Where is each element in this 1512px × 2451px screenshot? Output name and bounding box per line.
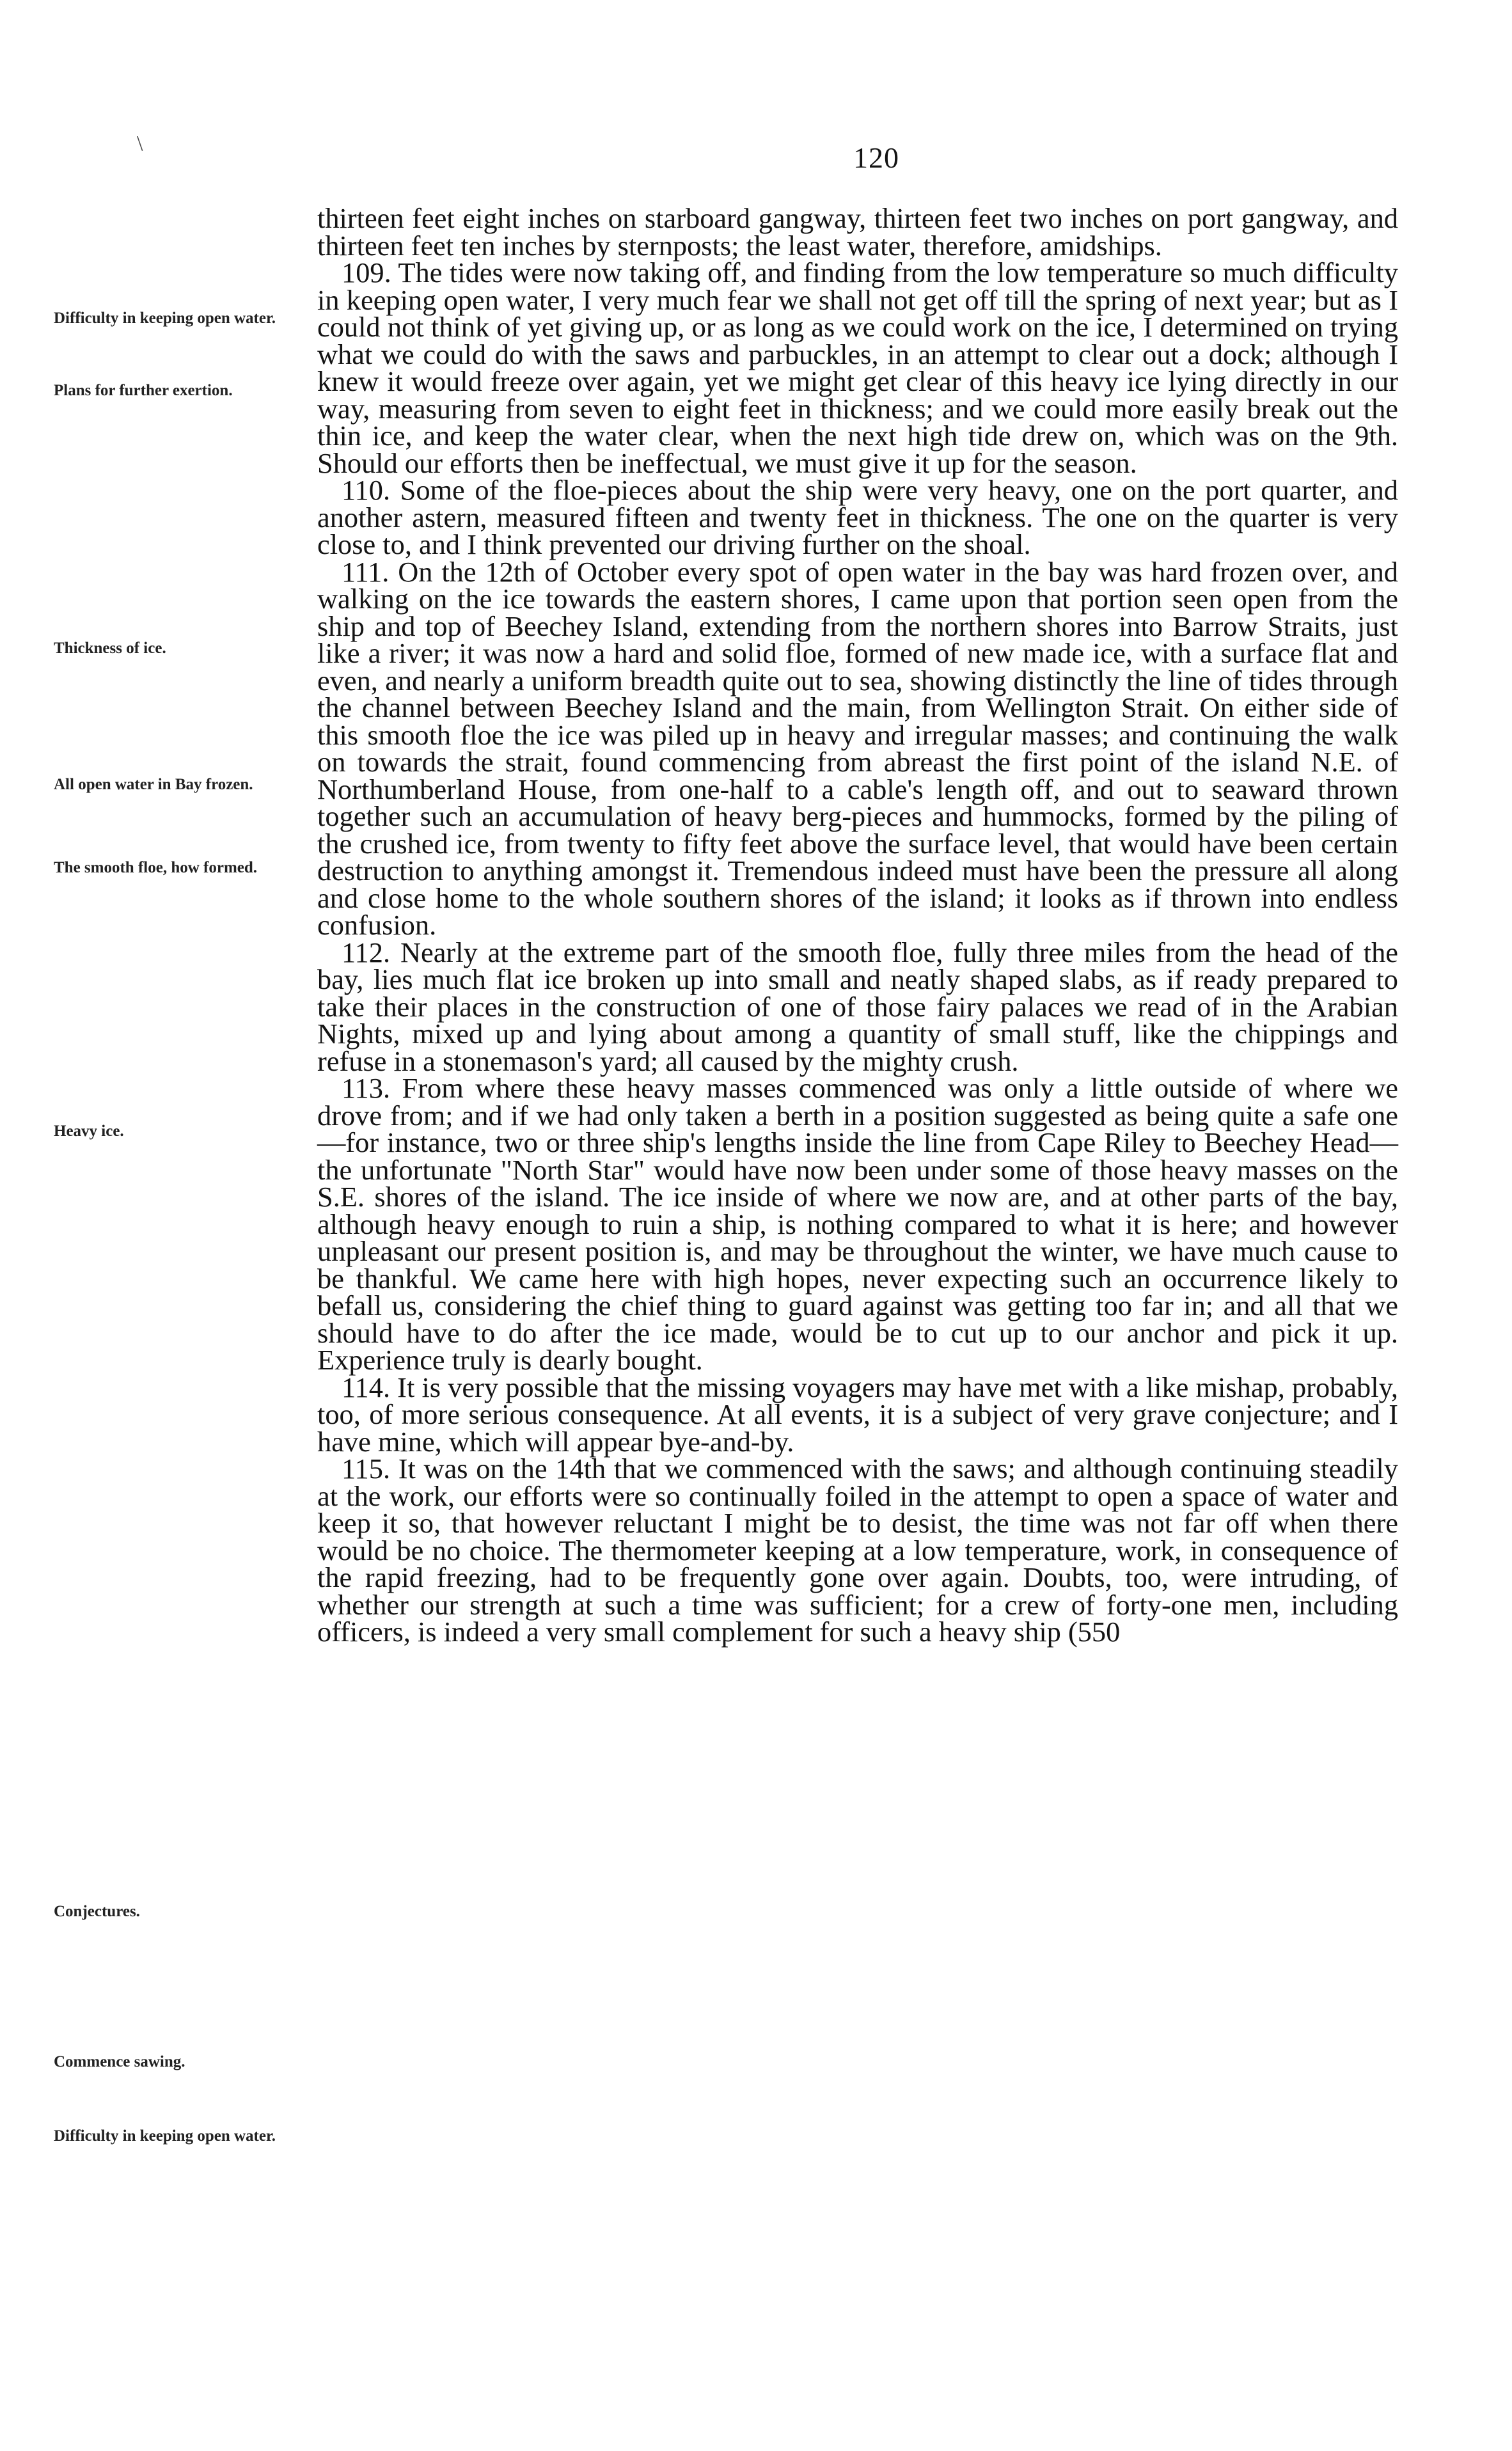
- paragraph-112: 112. Nearly at the extreme part of the smooth floe, fully three miles from the head of the bay, lies much flat ice broken up into small and neatly shaped slabs, as if ready prepared to take their places in the construction of one of those fairy palaces we read of in the Arabian Nights, mixed up and lying about among a quantity of small stuff, like the chippings and refuse in a stonemason's yard; all caused by the mighty crush.: [317, 936, 1398, 1077]
- sidenote-heavy-ice: Heavy ice.: [54, 1123, 124, 1140]
- body-text: [317, 202, 1398, 1648]
- sidenote-smooth-floe: The smooth floe, how formed.: [54, 859, 258, 876]
- stray-ink-mark: \: [137, 132, 143, 155]
- sidenote-plans-exertion: Plans for further exertion.: [54, 382, 233, 399]
- paragraph-109: 109. The tides were now taking off, and finding from the low temperature so much difficulty in keeping open water, I very much fear we shall not get off till the spring of next year; but as I could not think of yet giving up, or as long as we could work on the ice, I determined on trying what we could do with the saws and parbuckles, in an attempt to clear out a dock; although I knew it would freeze over again, yet we might get clear of this heavy ice lying directly in our way, measuring from seven to eight feet in thickness; and we could more easily break out the thin ice, and keep the water clear, when the next high tide drew on, which was on the 9th. Should our efforts then be ineffectual, we must give it up for the season.: [317, 256, 1398, 479]
- sidenote-thickness-of-ice: Thickness of ice.: [54, 640, 166, 657]
- paragraph-115: 115. It was on the 14th that we commenced with the saws; and although continuing steadily at the work, our efforts were so continually foiled in the attempt to open a space of water and keep it so, that however reluctant I might be to desist, the time was not far off when there would be no choice. The thermometer keeping at a low temperature, work, in consequence of the rapid freezing, had to be frequently gone over again. Doubts, too, were intruding, of whether our strength at such a time was sufficient; for a crew of forty-one men, including officers, is indeed a very small complement for such a heavy ship (550: [317, 1453, 1398, 1648]
- sidenote-difficulty-open-water-2: Difficulty in keeping open water.: [54, 2127, 276, 2145]
- page-number: 120: [853, 141, 899, 174]
- paragraph-111: 111. On the 12th of October every spot of open water in the bay was hard frozen over, and walking on the ice towards the eastern shores, I came upon that portion seen open from the ship and top of Beechey Island, extending from the northern shores into Barrow Straits, just like a river; it was now a hard and solid floe, formed of new made ice, with a surface flat and even, and nearly a uniform breadth quite out to sea, showing distinctly the line of tides through the channel between Beechey Island and the main, from Wellington Strait. On either side of this smooth floe the ice was piled up in heavy and irregular masses; and continuing the walk on towards the strait, found commencing from abreast the first point of the island N.E. of Northumberland House, from one-half to a cable's length off, and out to seaward thrown together such an accumulation of heavy berg-pieces and hummocks, formed by the piling of the crushed ice, from twenty to fifty feet above the surface level, that would have been certain destruction to anything amongst it. Tremendous indeed must have been the pressure all along and close home to the whole southern shores of the island; it looks as if thrown into endless confusion.: [317, 555, 1398, 941]
- sidenote-commence-sawing: Commence sawing.: [54, 2053, 185, 2070]
- paragraph-113: 113. From where these heavy masses commenced was only a little outside of where we drove from; and if we had only taken a berth in a position suggested as being quite a safe one—for instance, two or three ship's lengths inside the line from Cape Riley to Beechey Head—the unfortunate "North Star" would have now been under some of those heavy masses on the S.E. shores of the island. The ice inside of where we now are, and at other parts of the bay, although heavy enough to ruin a ship, is nothing compared to what it is here; and however unpleasant our present position is, and may be throughout the winter, we have much cause to be thankful. We came here with high hopes, never expecting such an occurrence likely to befall us, considering the chief thing to guard against was getting too far in; and all that we should have to do after the ice made, would be to cut up to our anchor and pick it up. Experience truly is dearly bought.: [317, 1072, 1398, 1376]
- paragraph-110: 110. Some of the floe-pieces about the ship were very heavy, one on the port quarter, and another astern, measured fifteen and twenty feet in thickness. The one on the quarter is very close to, and I think prevented our driving further on the shoal.: [317, 474, 1398, 560]
- sidenote-difficulty-open-water: Difficulty in keeping open water.: [54, 310, 276, 327]
- paragraph-continuation: thirteen feet eight inches on starboard gangway, thirteen feet two inches on port gangway, and thirteen feet ten inches by sternposts; the least water, therefore, amidships.: [317, 202, 1398, 262]
- sidenote-conjectures: Conjectures.: [54, 1903, 140, 1920]
- paragraph-114: 114. It is very possible that the missing voyagers may have met with a like mishap, probably, too, of more serious consequence. At all events, it is a subject of very grave conjecture; and I have mine, which will appear bye-and-by.: [317, 1371, 1398, 1458]
- sidenote-bay-frozen: All open water in Bay frozen.: [54, 776, 253, 793]
